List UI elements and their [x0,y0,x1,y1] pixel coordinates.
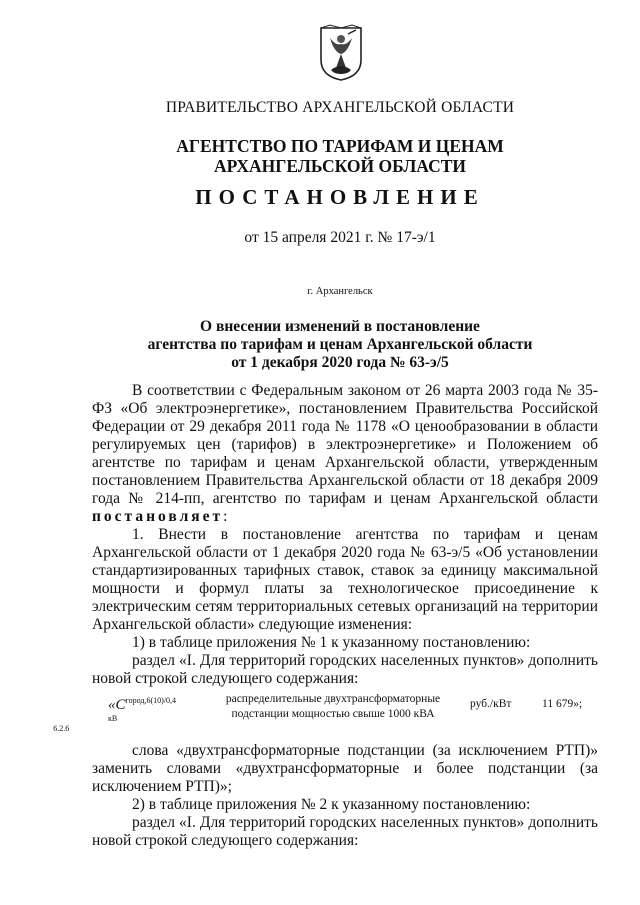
unit-cell: руб./кВт [470,698,512,710]
formula-subscript: 6.2.6 [53,724,70,733]
document-type: ПОСТАНОВЛЕНИЕ [195,185,485,209]
formula-open-quote: « [108,697,116,713]
table-row [53,692,598,733]
description-line1: распределительные двухтрансформаторные [225,693,441,705]
preamble-text: В соответствии с Федеральным законом от 26 марта 2003 года № 35-ФЗ «Об электроэнергетике», постановлением Правительства Российской Федерации от 29 декабря 2011 года № 1178 «О ценообразовании в области регулируемых цен (тарифов) в электроэнергетике» и Положением об агентстве по тарифам и ценам Архангельской области, утвержденным постановлением Правительства Архангельской области от 18 декабря 2009 года № 214-пп, агентство по тарифам и ценам Архангельской области [92,382,598,507]
decree-word: постановляет [92,508,224,525]
description-cell [218,692,448,722]
description-line2: подстанции мощностью свыше 1000 кВА [231,708,435,720]
title-line3: от 1 декабря 2020 года № 63-э/5 [231,354,449,371]
value-cell: 11 679»; [542,698,583,710]
agency-name-line2: АРХАНГЕЛЬСКОЙ ОБЛАСТИ [214,156,466,176]
document-date-number: от 15 апреля 2021 г. № 17-э/1 [244,229,436,246]
replace-paragraph: слова «двухтрансформаторные подстанции (за исключением РТП)» заменить словами «двухтрансформаторные и более подстанции (за исключением РТП)»; [92,742,598,795]
title-line1: О внесении изменений в постановление [200,318,480,335]
document-title [90,318,590,372]
agency-name-line1: АГЕНТСТВО ПО ТАРИФАМ И ЦЕНАМ [176,136,504,156]
subitem-1-text: раздел «I. Для территорий городских населенных пунктов» дополнить новой строкой следующего содержания: [92,652,598,687]
agency-name [90,136,590,176]
subitem-2-text: раздел «I. Для территорий городских населенных пунктов» дополнить новой строкой следующего содержания: [92,814,598,849]
government-name: ПРАВИТЕЛЬСТВО АРХАНГЕЛЬСКОЙ ОБЛАСТИ [165,99,515,116]
item-1-paragraph: 1. Внести в постановление агентства по тарифам и ценам Архангельской области от 1 декабря 2020 года № 63-э/5 «Об установлении стандартизированных тарифных ставок, ставок за единицу максимальной мощности и формул платы за технологическое присоединение к электрическим сетям территориальных сетевых организаций на территории Архангельской области» следующие изменения: [92,526,598,633]
coat-of-arms-icon [318,24,364,82]
body-part-1 [92,382,598,688]
subitem-1: 1) в таблице приложения № 1 к указанному постановлению: [132,634,531,651]
preamble-paragraph: В соответствии с Федеральным законом от 26 марта 2003 года № 35-ФЗ «Об электроэнергетике», постановлением Правительства Российской Федерации от 29 декабря 2011 года № 1178 «О ценообразовании в области регулируемых цен (тарифов) в электроэнергетике» и Положением об агентстве по тарифам и ценам Архангельской области, утвержденным постановлением Правительства Архангельской области от 18 декабря 2009 года № 214-пп, агентство по тарифам и ценам Архангельской области постановляет: [92,382,598,525]
formula-superscript: город,6(10)/0,4 кВ [108,696,176,723]
title-line2: агентства по тарифам и ценам Архангельской области [147,336,533,353]
formula-cell [53,696,176,733]
subitem-2: 2) в таблице приложения № 2 к указанному постановлению: [132,796,531,813]
formula-base: C [115,697,126,713]
document-city: г. Архангельск [307,286,373,297]
body-part-2 [92,742,598,850]
